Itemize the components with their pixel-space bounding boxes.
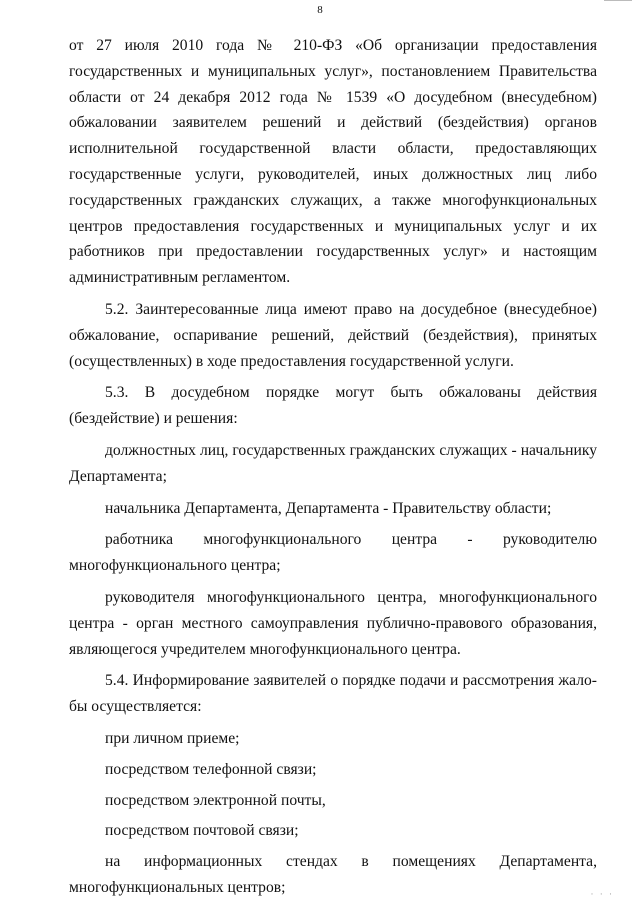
paragraph-5-3: 5.3. В досудебном порядке могут быть обжалованы действия (бездействие) и решения: [69, 384, 597, 428]
document-body [69, 33, 597, 906]
list-item-mfc-employee: работника многофункционального центра - руководителю многофункционального центра; [69, 531, 597, 575]
scan-edge-mark [604, 0, 632, 3]
list-item-info-stands: на информационных стендах в помещениях Департамента, многофункциональных центров; [69, 853, 597, 896]
paragraph-5-2: 5.2. Заинтересованные лица имеют право на досудебное (внесудебное) обжалование, оспаривание решений, действий (бездействия), принятых (осуществленных) в ходе предоставления государственной услуги. [69, 300, 597, 370]
paragraph-5-4: 5.4. Информирование заявителей о порядке подачи и рассмотрения жалобы осуществляется: [69, 672, 597, 716]
list-item-head-of-department: начальника Департамента, Департамента - Правительству области; [105, 499, 552, 517]
list-item-telephone: посредством телефонной связи; [105, 760, 317, 778]
list-item-mfc-head: руководителя многофункционального центра, многофункционального центра - орган местного самоуправления публично-правового образования, являющегося учредителем многофункционального центра. [69, 588, 597, 658]
scan-dots-mark: · · · [590, 889, 614, 899]
page-number: 8 [317, 4, 323, 16]
list-item-email: посредством электронной почты, [105, 791, 326, 809]
list-item-officials: должностных лиц, государственных гражданских служащих - начальнику Департамента; [69, 441, 597, 485]
paragraph-continuation: от 27 июля 2010 года № 210-ФЗ «Об организации предоставления государственных и муниципальных услуг», постановлением Правительства области от 24 декабря 2012 года № 1539 «О досудебном (внесудебном) обжаловании заявителем решений и действий (бездействия) органов исполнительной государственной власти области, предоставляющих государственные услуги, руководителей, иных должностных лиц либо государственных гражданских служащих, а также многофункциональных центров предоставления государственных и муниципальных услуг и их работников при предоставлении государственных услуг» и настоящим административным регламентом. [69, 37, 597, 287]
list-item-post: посредством почтовой связи; [105, 822, 299, 840]
list-item-personal-reception: при личном приеме; [105, 729, 240, 747]
